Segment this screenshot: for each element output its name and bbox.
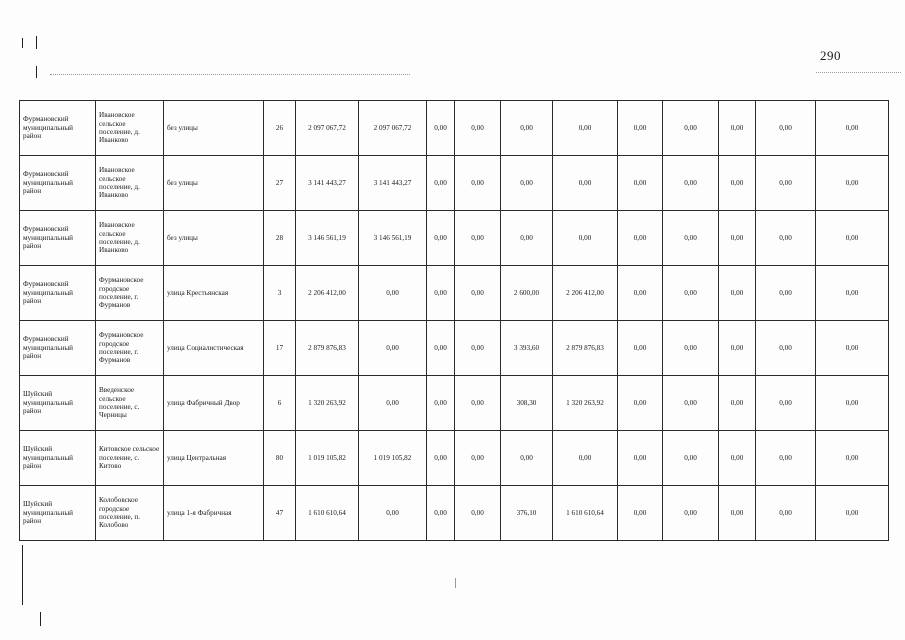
cell-value-8: 0,00 xyxy=(663,156,719,211)
cell-house-number: 28 xyxy=(264,211,296,266)
cell-settlement: Ивановское сельское поселение, д. Иванково xyxy=(96,101,164,156)
cell-settlement: Колобовское городское поселение, п. Колобово xyxy=(96,486,164,541)
cell-value-4: 0,00 xyxy=(455,376,501,431)
cell-value-9: 0,00 xyxy=(719,431,756,486)
cell-street: улица Центральная xyxy=(164,431,264,486)
cell-value-3: 0,00 xyxy=(427,266,455,321)
cell-house-number: 3 xyxy=(264,266,296,321)
cell-house-number: 27 xyxy=(264,156,296,211)
scan-mark xyxy=(455,578,456,588)
cell-street: улица 1-я Фабричная xyxy=(164,486,264,541)
cell-value-11: 0,00 xyxy=(816,101,889,156)
cell-street: без улицы xyxy=(164,101,264,156)
cell-district: Фурмановский муниципальный район xyxy=(20,266,96,321)
cell-value-5: 2 600,00 xyxy=(501,266,553,321)
table-row xyxy=(20,156,889,211)
table-row xyxy=(20,101,889,156)
cell-value-1: 3 146 561,19 xyxy=(296,211,359,266)
cell-value-6: 1 610 610,64 xyxy=(553,486,618,541)
scan-dotted-line xyxy=(50,74,410,75)
scan-mark xyxy=(40,612,41,626)
cell-value-5: 0,00 xyxy=(501,431,553,486)
cell-value-8: 0,00 xyxy=(663,321,719,376)
cell-value-3: 0,00 xyxy=(427,376,455,431)
scan-mark xyxy=(36,66,37,78)
cell-settlement: Ивановское сельское поселение, д. Иванково xyxy=(96,156,164,211)
cell-value-7: 0,00 xyxy=(618,321,663,376)
cell-value-2: 3 146 561,19 xyxy=(359,211,427,266)
cell-value-10: 0,00 xyxy=(756,376,816,431)
table-row xyxy=(20,321,889,376)
cell-value-6: 2 879 876,83 xyxy=(553,321,618,376)
cell-value-4: 0,00 xyxy=(455,486,501,541)
cell-value-3: 0,00 xyxy=(427,211,455,266)
cell-settlement: Ивановское сельское поселение, д. Иванково xyxy=(96,211,164,266)
cell-value-4: 0,00 xyxy=(455,266,501,321)
cell-value-9: 0,00 xyxy=(719,211,756,266)
cell-value-5: 308,30 xyxy=(501,376,553,431)
cell-value-7: 0,00 xyxy=(618,266,663,321)
cell-value-5: 0,00 xyxy=(501,211,553,266)
cell-value-1: 2 206 412,00 xyxy=(296,266,359,321)
cell-street: без улицы xyxy=(164,211,264,266)
cell-district: Фурмановский муниципальный район xyxy=(20,156,96,211)
cell-value-1: 1 610 610,64 xyxy=(296,486,359,541)
cell-value-2: 3 141 443,27 xyxy=(359,156,427,211)
cell-value-6: 0,00 xyxy=(553,156,618,211)
cell-value-8: 0,00 xyxy=(663,266,719,321)
cell-value-2: 2 097 067,72 xyxy=(359,101,427,156)
cell-street: без улицы xyxy=(164,156,264,211)
scan-mark xyxy=(22,38,23,48)
cell-value-4: 0,00 xyxy=(455,431,501,486)
cell-value-8: 0,00 xyxy=(663,101,719,156)
cell-value-9: 0,00 xyxy=(719,321,756,376)
cell-house-number: 6 xyxy=(264,376,296,431)
cell-value-10: 0,00 xyxy=(756,321,816,376)
data-table xyxy=(19,100,889,541)
cell-value-8: 0,00 xyxy=(663,431,719,486)
cell-value-5: 0,00 xyxy=(501,156,553,211)
cell-value-6: 0,00 xyxy=(553,431,618,486)
cell-street: улица Социалистическая xyxy=(164,321,264,376)
cell-value-4: 0,00 xyxy=(455,211,501,266)
cell-value-7: 0,00 xyxy=(618,156,663,211)
cell-value-11: 0,00 xyxy=(816,376,889,431)
cell-house-number: 47 xyxy=(264,486,296,541)
cell-value-5: 3 393,60 xyxy=(501,321,553,376)
cell-house-number: 80 xyxy=(264,431,296,486)
cell-value-3: 0,00 xyxy=(427,321,455,376)
cell-house-number: 26 xyxy=(264,101,296,156)
cell-value-8: 0,00 xyxy=(663,486,719,541)
table-row xyxy=(20,376,889,431)
cell-value-10: 0,00 xyxy=(756,486,816,541)
cell-value-6: 2 206 412,00 xyxy=(553,266,618,321)
cell-value-4: 0,00 xyxy=(455,321,501,376)
cell-value-11: 0,00 xyxy=(816,266,889,321)
scan-dotted-line xyxy=(816,72,901,73)
cell-value-4: 0,00 xyxy=(455,156,501,211)
cell-value-11: 0,00 xyxy=(816,431,889,486)
cell-value-1: 1 019 105,82 xyxy=(296,431,359,486)
cell-value-2: 0,00 xyxy=(359,486,427,541)
cell-value-2: 0,00 xyxy=(359,321,427,376)
cell-value-7: 0,00 xyxy=(618,211,663,266)
cell-value-3: 0,00 xyxy=(427,101,455,156)
cell-district: Шуйский муниципальный район xyxy=(20,431,96,486)
cell-value-5: 376,10 xyxy=(501,486,553,541)
cell-value-1: 2 097 067,72 xyxy=(296,101,359,156)
cell-district: Фурмановский муниципальный район xyxy=(20,211,96,266)
table-row xyxy=(20,266,889,321)
cell-value-2: 0,00 xyxy=(359,376,427,431)
table-row xyxy=(20,431,889,486)
cell-settlement: Фурмановское городское поселение, г. Фурманов xyxy=(96,321,164,376)
table-row xyxy=(20,486,889,541)
cell-district: Фурмановский муниципальный район xyxy=(20,101,96,156)
cell-value-8: 0,00 xyxy=(663,376,719,431)
cell-value-6: 0,00 xyxy=(553,101,618,156)
cell-settlement: Введенское сельское поселение, с. Черницы xyxy=(96,376,164,431)
cell-value-10: 0,00 xyxy=(756,156,816,211)
cell-value-9: 0,00 xyxy=(719,486,756,541)
cell-value-3: 0,00 xyxy=(427,431,455,486)
cell-value-7: 0,00 xyxy=(618,376,663,431)
cell-value-7: 0,00 xyxy=(618,486,663,541)
cell-district: Шуйский муниципальный район xyxy=(20,376,96,431)
cell-value-9: 0,00 xyxy=(719,376,756,431)
cell-value-11: 0,00 xyxy=(816,486,889,541)
cell-street: улица Фабричный Двор xyxy=(164,376,264,431)
page-number: 290 xyxy=(820,48,841,63)
cell-value-1: 1 320 263,92 xyxy=(296,376,359,431)
cell-value-3: 0,00 xyxy=(427,156,455,211)
cell-value-9: 0,00 xyxy=(719,101,756,156)
cell-district: Фурмановский муниципальный район xyxy=(20,321,96,376)
cell-settlement: Фурмановское городское поселение, г. Фурманов xyxy=(96,266,164,321)
cell-district: Шуйский муниципальный район xyxy=(20,486,96,541)
cell-value-9: 0,00 xyxy=(719,156,756,211)
cell-value-1: 2 879 876,83 xyxy=(296,321,359,376)
cell-value-10: 0,00 xyxy=(756,211,816,266)
cell-value-10: 0,00 xyxy=(756,266,816,321)
cell-value-8: 0,00 xyxy=(663,211,719,266)
cell-house-number: 17 xyxy=(264,321,296,376)
table-row xyxy=(20,211,889,266)
cell-value-11: 0,00 xyxy=(816,321,889,376)
cell-value-6: 0,00 xyxy=(553,211,618,266)
cell-value-2: 0,00 xyxy=(359,266,427,321)
cell-value-5: 0,00 xyxy=(501,101,553,156)
scan-mark xyxy=(22,545,23,605)
cell-value-11: 0,00 xyxy=(816,211,889,266)
cell-value-11: 0,00 xyxy=(816,156,889,211)
cell-value-10: 0,00 xyxy=(756,101,816,156)
cell-street: улица Крестьянская xyxy=(164,266,264,321)
cell-value-7: 0,00 xyxy=(618,101,663,156)
cell-value-1: 3 141 443,27 xyxy=(296,156,359,211)
cell-settlement: Китовское сельское поселение, с. Китово xyxy=(96,431,164,486)
scan-mark xyxy=(36,36,37,49)
cell-value-6: 1 320 263,92 xyxy=(553,376,618,431)
cell-value-4: 0,00 xyxy=(455,101,501,156)
cell-value-3: 0,00 xyxy=(427,486,455,541)
cell-value-7: 0,00 xyxy=(618,431,663,486)
cell-value-2: 1 019 105,82 xyxy=(359,431,427,486)
cell-value-9: 0,00 xyxy=(719,266,756,321)
cell-value-10: 0,00 xyxy=(756,431,816,486)
